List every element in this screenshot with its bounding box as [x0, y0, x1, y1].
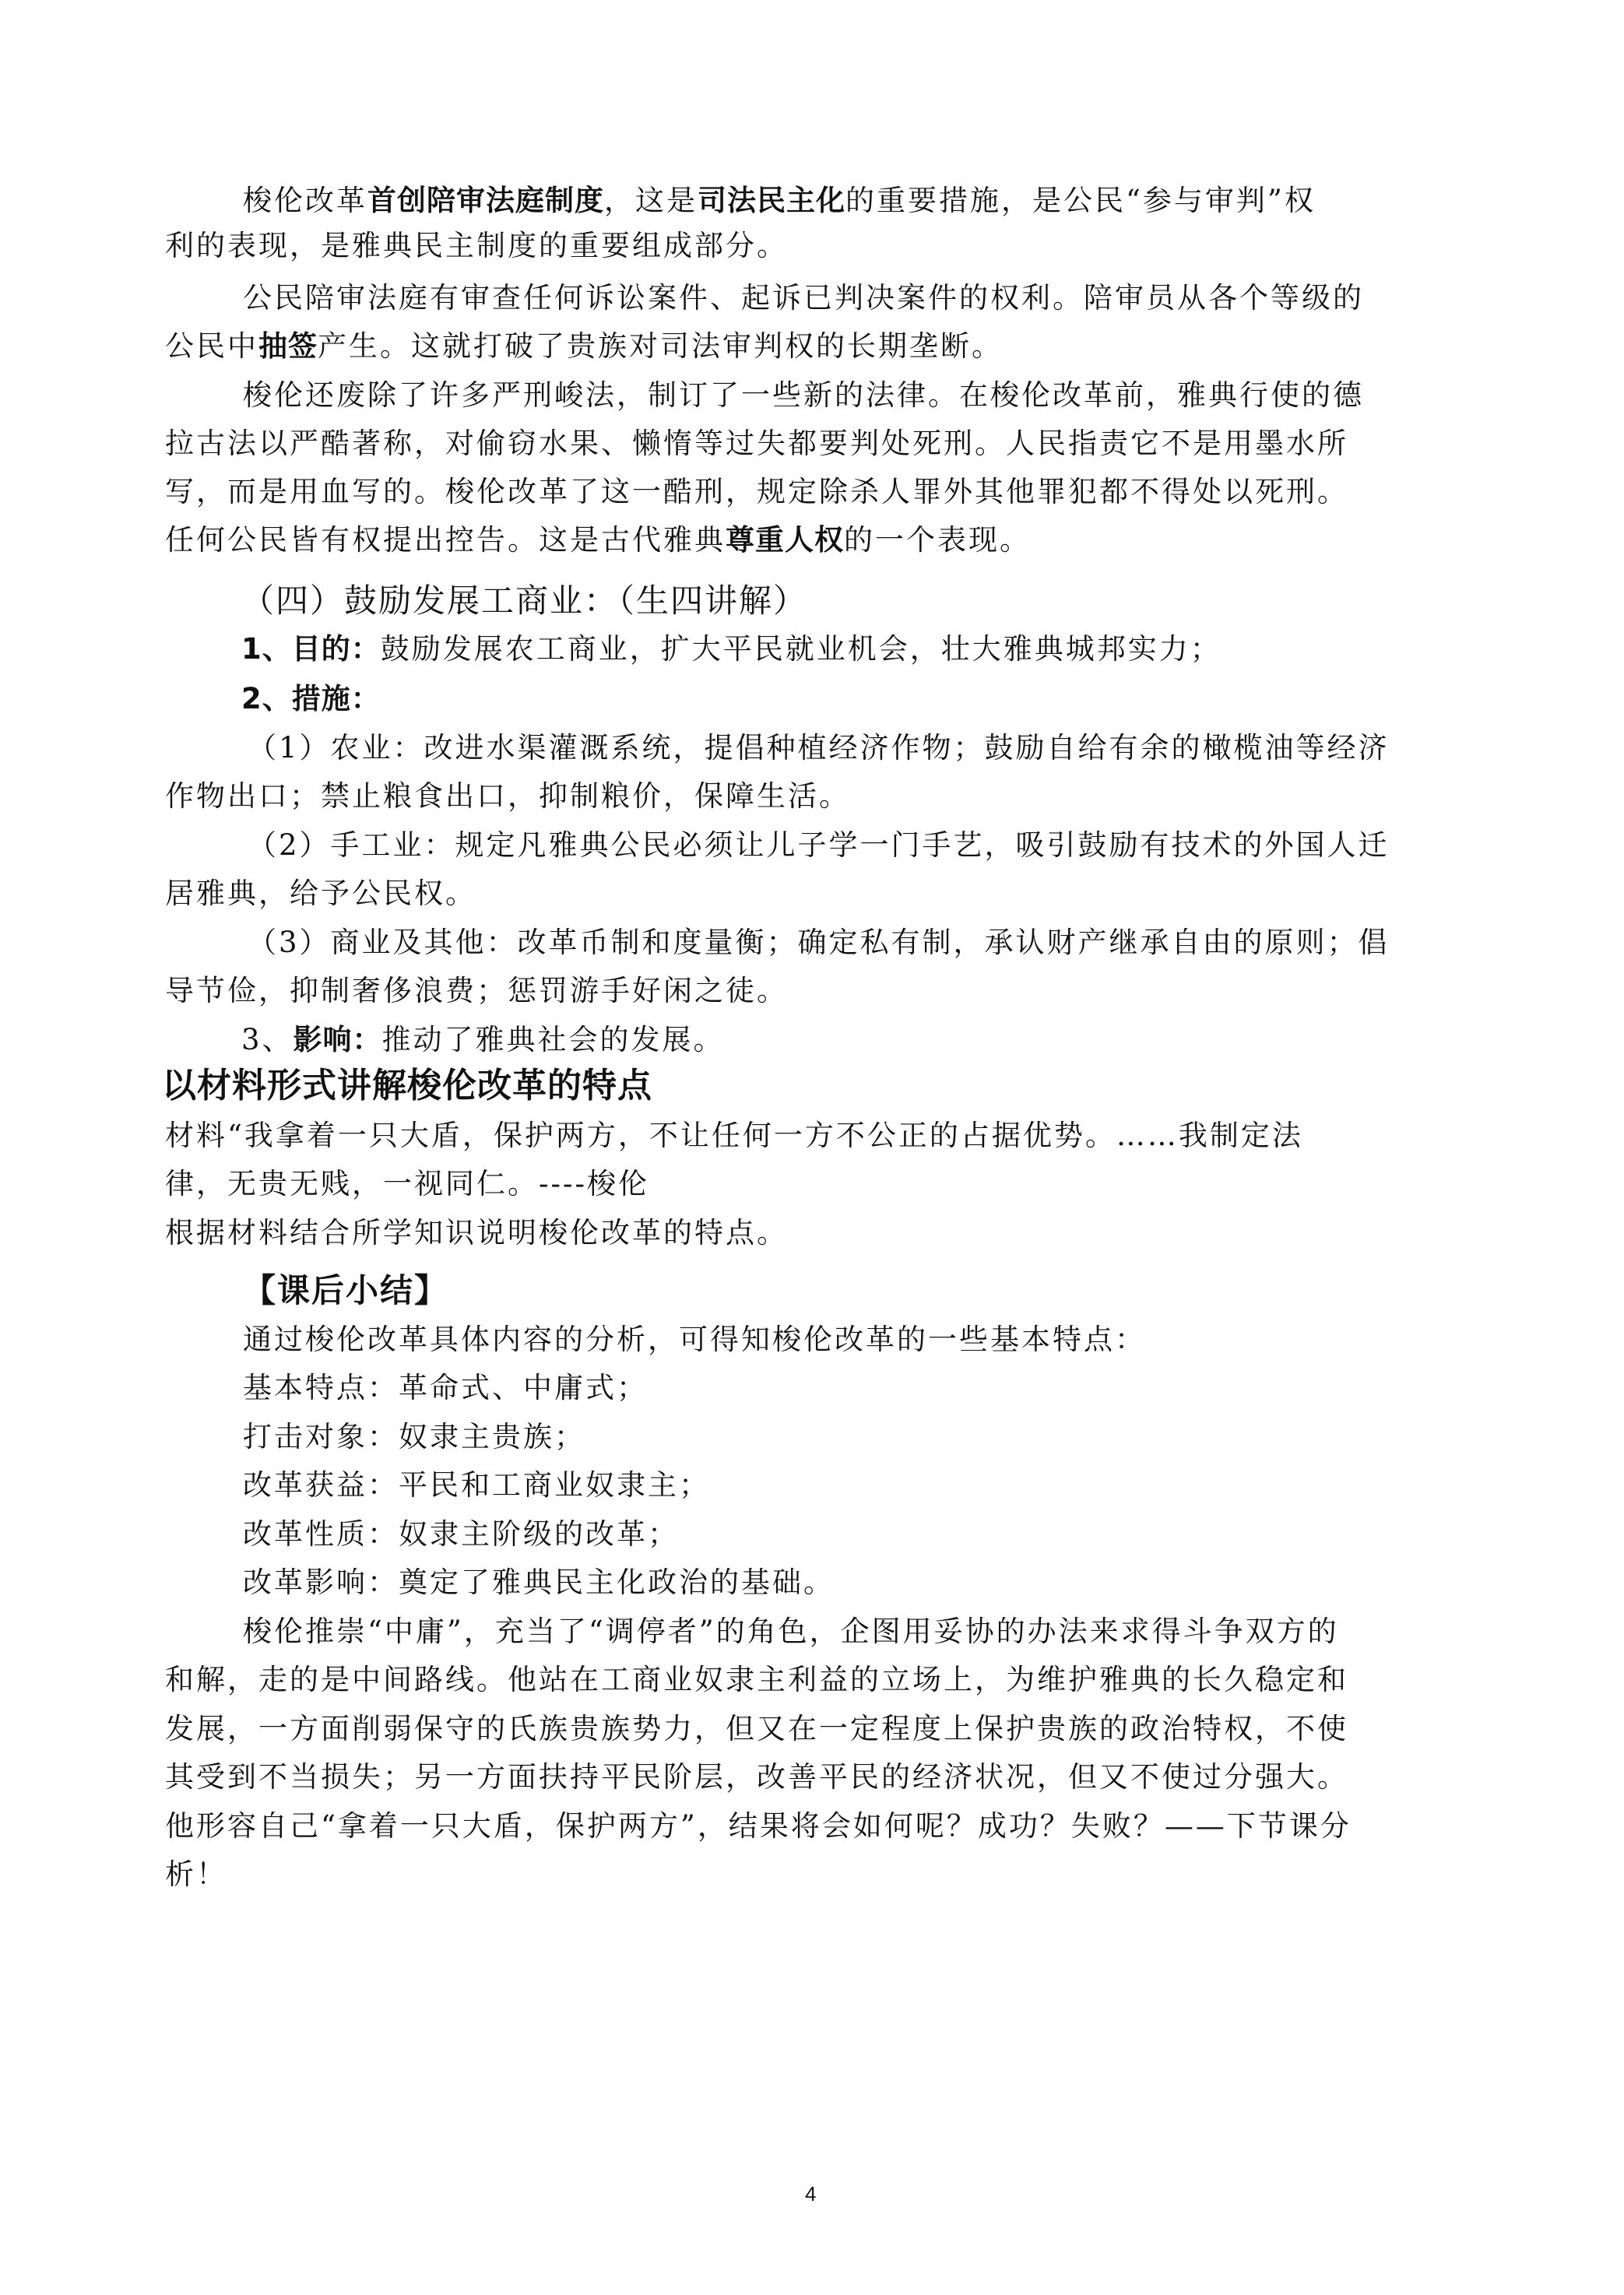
impact-label: 影响： — [293, 1023, 382, 1056]
closing-line: 析！ — [165, 1857, 227, 1891]
goal-text: 鼓励发展农工商业，扩大平民就业机会，壮大雅典城邦实力； — [380, 632, 1222, 666]
text-run: 产生。这就打破了贵族对司法审判权的长期垄断。 — [318, 329, 1003, 363]
text-run: 梭伦改革 — [243, 184, 367, 217]
measure-line: 作物出口；禁止粮食出口，抑制粮价，保障生活。 — [165, 779, 850, 813]
summary-item: 改革性质：奴隶主阶级的改革； — [243, 1517, 679, 1551]
paragraph-line: 利的表现，是雅典民主制度的重要组成部分。 — [165, 229, 788, 262]
bold-text-run: 抽签 — [258, 329, 318, 363]
impact-line — [241, 1020, 725, 1060]
text-run: 3、 — [241, 1023, 294, 1056]
summary-item: 基本特点：革命式、中庸式； — [243, 1371, 648, 1404]
measure-line: 居雅典，给予公民权。 — [165, 877, 476, 910]
paragraph-line: 公民陪审法庭有审查任何诉讼案件、起诉已判决案件的权利。陪审员从各个等级的 — [243, 281, 1364, 315]
bold-text-run: 首创陪审法庭制度 — [367, 184, 604, 217]
material-line: 材料“我拿着一只大盾，保护两方，不让任何一方不公正的占据优势。……我制定法 — [165, 1119, 1303, 1152]
closing-line: 其受到不当损失；另一方面扶持平民阶层，改善平民的经济状况，但又不使过分强大。 — [165, 1760, 1348, 1794]
material-line: 根据材料结合所学知识说明梭伦改革的特点。 — [165, 1216, 788, 1249]
paragraph-line: 写，而是用血写的。梭伦改革了这一酷刑，规定除杀人罪外其他罪犯都不得处以死刑。 — [165, 475, 1348, 508]
measures-label: 2、措施： — [241, 682, 381, 715]
section-heading: （四）鼓励发展工商业：（生四讲解） — [241, 582, 808, 620]
goal-line — [241, 629, 1222, 670]
material-line: 律，无贵无贱，一视同仁。----梭伦 — [165, 1167, 650, 1200]
text-run: ，这是 — [604, 184, 698, 217]
closing-line: 梭伦推崇“中庸”，充当了“调停者”的角色，企图用妥协的办法来求得斗争双方的 — [243, 1615, 1339, 1648]
measure-line: （3）商业及其他：改革币制和度量衡；确定私有制，承认财产继承自由的原则；倡 — [248, 926, 1390, 959]
goal-label: 1、目的： — [241, 632, 381, 666]
paragraph-line — [165, 520, 1031, 561]
paragraph-line: 梭伦还废除了许多严刑峻法，制订了一些新的法律。在梭伦改革前，雅典行使的德 — [243, 378, 1364, 412]
summary-item: 改革获益：平民和工商业奴隶主； — [243, 1468, 710, 1502]
page-number: 4 — [805, 2182, 817, 2205]
text-run: 公民中 — [165, 329, 258, 363]
closing-line: 他形容自己“拿着一只大盾，保护两方”，结果将会如何呢？成功？失败？——下节课分 — [165, 1809, 1352, 1843]
closing-line: 发展，一方面削弱保守的氏族贵族势力，但又在一定程度上保护贵族的政治特权，不使 — [165, 1712, 1348, 1745]
bold-text-run: 司法民主化 — [698, 184, 845, 217]
summary-intro: 通过梭伦改革具体内容的分析，可得知梭伦改革的一些基本特点： — [243, 1323, 1146, 1356]
paragraph-line: 拉古法以严酷著称，对偷窃水果、懒惰等过失都要判处死刑。人民指责它不是用墨水所 — [165, 427, 1348, 460]
bold-text-run: 尊重人权 — [726, 523, 844, 557]
measure-line: 导节俭，抑制奢侈浪费；惩罚游手好闲之徒。 — [165, 974, 788, 1007]
paragraph-line — [165, 326, 1003, 367]
summary-heading: 【课后小结】 — [243, 1271, 449, 1309]
text-run: 的一个表现。 — [844, 523, 1031, 557]
measure-line: （1）农业：改进水渠灌溉系统，提倡种植经济作物；鼓励自给有余的橄榄油等经济 — [248, 731, 1390, 764]
summary-item: 改革影响：奠定了雅典民主化政治的基础。 — [243, 1566, 835, 1599]
closing-line: 和解，走的是中间路线。他站在工商业奴隶主利益的立场上，为维护雅典的长久稳定和 — [165, 1663, 1348, 1696]
impact-text: 推动了雅典社会的发展。 — [381, 1023, 725, 1056]
paragraph-line — [243, 181, 1316, 221]
measure-line: （2）手工业：规定凡雅典公民必须让儿子学一门手艺，吸引鼓励有技术的外国人迁 — [248, 828, 1390, 862]
material-heading: 以材料形式讲解梭伦改革的特点 — [162, 1066, 652, 1105]
summary-item: 打击对象：奴隶主贵族； — [243, 1420, 585, 1453]
text-run: 任何公民皆有权提出控告。这是古代雅典 — [165, 523, 726, 557]
text-run: 的重要措施，是公民“参与审判”权 — [845, 184, 1316, 217]
